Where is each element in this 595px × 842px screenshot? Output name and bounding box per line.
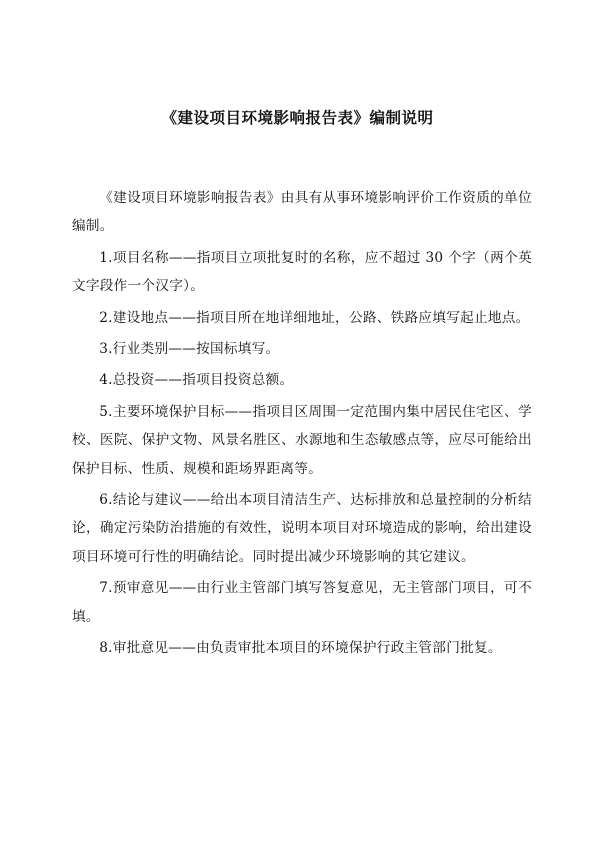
item-construction-site: 2.建设地点——指项目所在地详细地址，公路、铁路应填写起止地点。 [99,309,530,326]
intro-paragraph: 《建设项目环境影响报告表》由具有从事环境影响评价工作资质的单位编制。 [72,190,532,235]
item-project-name: 1.项目名称——指项目立项批复时的名称，应不超过 30 个字（两个英文字段作一个汉字）。 [72,249,532,295]
item-conclusions: 6.结论与建议——给出本项目清洁生产、达标排放和总量控制的分析结论，确定污染防治措施的有效性，说明本项目对环境造成的影响，给出建设项目环境可行性的明确结论。同时提出减少环境影响的其它建议。 [72,492,532,565]
item-protection-targets: 5.主要环境保护目标——指项目区周围一定范围内集中居民住宅区、学校、医院、保护文物、风景名胜区、水源地和生态敏感点等，应尽可能给出保护目标、性质、规模和距场界距离等。 [72,403,532,477]
item-total-investment: 4.总投资——指项目投资总额。 [99,372,294,389]
item-approval-opinion: 8.审批意见——由负责审批本项目的环境保护行政主管部门批复。 [99,640,502,657]
item-preliminary-review: 7.预审意见——由行业主管部门填写答复意见，无主管部门项目，可不填。 [72,580,532,625]
document-title: 《建设项目环境影响报告表》编制说明 [161,108,434,127]
item-industry-category: 3.行业类别——按国标填写。 [99,341,280,358]
document-body [72,184,532,666]
